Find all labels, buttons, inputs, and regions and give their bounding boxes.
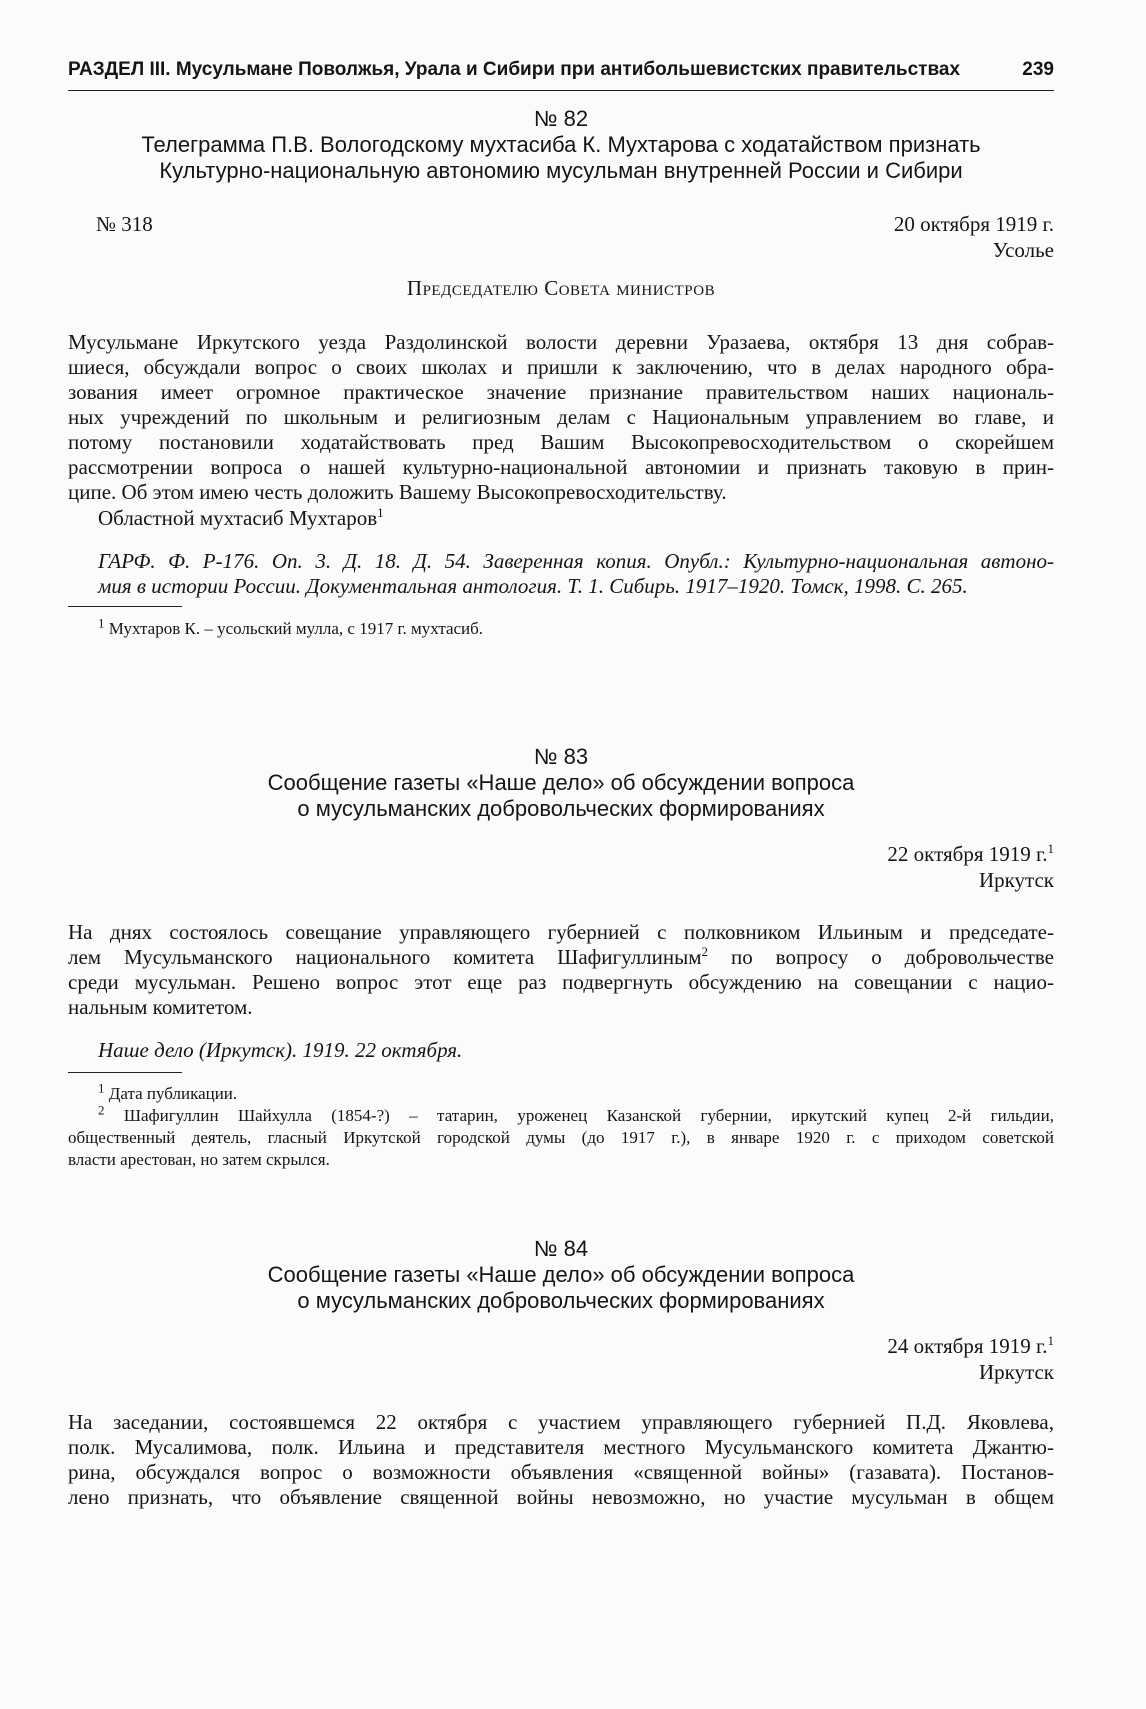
doc83-body-line: нальным комитетом. — [68, 995, 253, 1019]
footnote-mark: 1 — [377, 505, 384, 520]
footnote-mark: 1 — [98, 1080, 105, 1096]
doc83-body-line: среди мусульман. Решено вопрос этот еще раз подвергнуть обсуждению на совещании с нацио- — [68, 970, 1054, 994]
doc84-body-line: лено признать, что объявление священной войны невозможно, но участие мусульман в общем — [68, 1485, 1054, 1509]
footnote-mark: 2 — [98, 1102, 105, 1118]
date-text: 24 октября 1919 г. — [887, 1334, 1048, 1358]
running-title: РАЗДЕЛ III. Мусульмане Поволжья, Урала и Сибири при антибольшевистских правительствах — [68, 59, 961, 80]
doc84-number: № 84 — [533, 1236, 589, 1261]
footnote-text: Дата публикации. — [108, 1084, 238, 1103]
doc83-number: № 83 — [533, 744, 589, 769]
body-text: по вопросу о добровольчестве — [708, 945, 1054, 969]
doc82-number: № 82 — [533, 106, 589, 131]
doc82-body-line: зования имеет огромное практическое значение признание правительством наших националь- — [68, 380, 1054, 404]
doc84-body-line: полк. Мусалимова, полк. Ильина и представителя местного Мусульманского комитета Джантю- — [68, 1435, 1054, 1459]
doc82-title-line: Телеграмма П.В. Вологодскому мухтасиба К. Мухтарова с ходатайством признать — [141, 132, 981, 157]
doc83-place: Иркутск — [978, 868, 1054, 892]
doc82-source-line: ГАРФ. Ф. Р-176. Оп. 3. Д. 18. Д. 54. Заверенная копия. Опубл.: Культурно-национальная автоно- — [98, 549, 1054, 573]
doc83-footnote — [98, 1080, 1054, 1104]
doc82-footnote — [98, 615, 1054, 639]
doc83-footnote-cont: общественный деятель, гласный Иркутской городской думы (до 1917 г.), в январе 1920 г. с приходом советской — [68, 1128, 1054, 1147]
running-header — [68, 58, 1054, 82]
doc84-date — [68, 1334, 1054, 1359]
doc83-body-line: На днях состоялось совещание управляющего губернией с полковником Ильиным и председате- — [68, 920, 1054, 944]
date-text: 22 октября 1919 г. — [887, 842, 1048, 866]
doc82-body-line: рассмотрении вопроса о нашей культурно-национальной автономии и признать таковую в прин- — [68, 455, 1054, 479]
doc83-body-line — [68, 945, 1054, 970]
doc82-addressee: Председателю Совета министров — [406, 276, 716, 300]
footnote-text: Шафигуллин Шайхулла (1854-?) – татарин, уроженец Казанской губернии, иркутский купец 2-й гильдии, — [123, 1106, 1054, 1125]
footnote-rule — [68, 1072, 182, 1073]
footnote-mark: 1 — [98, 615, 105, 631]
doc83-title-line: Сообщение газеты «Наше дело» об обсуждении вопроса — [267, 770, 855, 795]
doc82-body-line: ных учреждений по школьным и религиозным делам с Национальным управлением во главе, и — [68, 405, 1054, 429]
doc82-source-line: мия в истории России. Документальная антология. Т. 1. Сибирь. 1917–1920. Томск, 1998. С. 265. — [98, 574, 968, 598]
doc82-body-line: шиеся, обсуждали вопрос о своих школах и пришли к заключению, что в делах народного обра- — [68, 355, 1054, 379]
doc82-date: 20 октября 1919 г. — [893, 212, 1054, 236]
footnote-text: Мухтаров К. – усольский мулла, с 1917 г. мухтасиб. — [108, 619, 484, 638]
footnote-mark: 2 — [701, 944, 709, 959]
signature-text: Областной мухтасиб Мухтаров — [98, 506, 378, 530]
doc84-place: Иркутск — [978, 1360, 1054, 1384]
doc83-footnote-cont: власти арестован, но затем скрылся. — [68, 1150, 330, 1169]
footnote-rule — [68, 606, 182, 607]
body-text: лем Мусульманского национального комитета Шафигуллиным — [68, 945, 702, 969]
doc83-date — [68, 842, 1054, 867]
page-number: 239 — [1022, 59, 1054, 80]
document-page — [68, 0, 1054, 1709]
doc84-title-line: Сообщение газеты «Наше дело» об обсуждении вопроса — [267, 1262, 855, 1287]
doc84-body-line: рина, обсуждался вопрос о возможности объявления «священной войны» (газавата). Постанов- — [68, 1460, 1054, 1484]
header-rule — [68, 90, 1054, 91]
doc82-title-line: Культурно-национальную автономию мусульман внутренней России и Сибири — [159, 158, 963, 183]
doc84-title-line: о мусульманских добровольческих формированиях — [297, 1288, 825, 1313]
doc83-title-line: о мусульманских добровольческих формированиях — [297, 796, 825, 821]
doc84-body-line: На заседании, состоявшемся 22 октября с участием управляющего губернией П.Д. Яковлева, — [68, 1410, 1054, 1434]
doc83-footnote — [98, 1102, 1054, 1126]
doc82-signature — [98, 506, 998, 531]
footnote-mark: 1 — [1047, 1333, 1054, 1348]
footnote-mark: 1 — [1047, 841, 1054, 856]
doc83-source: Наше дело (Иркутск). 1919. 22 октября. — [98, 1038, 463, 1062]
doc82-place: Усолье — [992, 238, 1054, 262]
doc82-body-line: Мусульмане Иркутского уезда Раздолинской волости деревни Уразаева, октября 13 дня собрав- — [68, 330, 1054, 354]
doc82-reg-number: № 318 — [96, 212, 153, 236]
doc82-body-line: потому постановили ходатайствовать пред Вашим Высокопревосходительством о скорейшем — [68, 430, 1054, 454]
doc82-body-line: ципе. Об этом имею честь доложить Вашему Высокопревосходительству. — [68, 480, 727, 504]
